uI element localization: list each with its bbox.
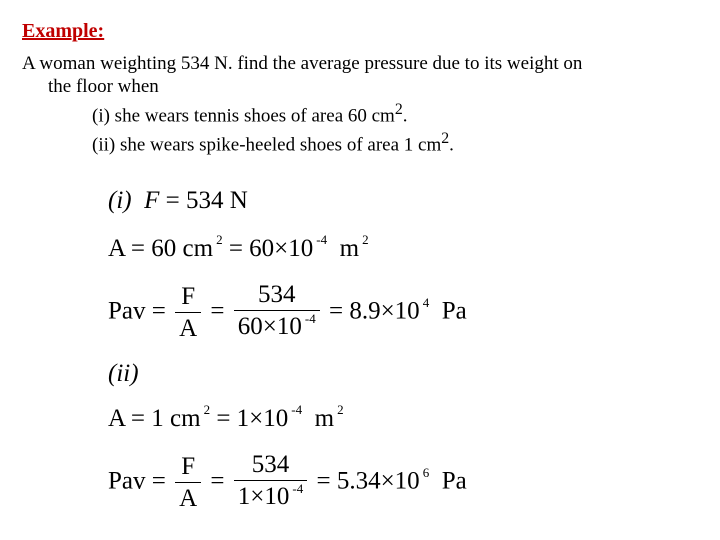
problem-statement <box>22 52 702 157</box>
part-ii-result-unit: Pa <box>441 467 467 495</box>
part-i-frac2-numerator: 534 <box>234 280 320 311</box>
part-ii-result-exponent: 6 <box>422 464 430 480</box>
part-ii-area-exponent: -4 <box>291 402 303 417</box>
part-ii-frac2-denominator <box>234 481 307 516</box>
part-i-area-sup2: 2 <box>362 232 369 247</box>
part-ii-frac2-den-base: 1×10 <box>237 483 290 510</box>
part-ii-equals: = <box>210 467 225 495</box>
part-i-frac2-den-exponent: -4 <box>304 311 316 326</box>
problem-line-3-end: . <box>402 105 408 127</box>
part-ii-frac1-denominator: A <box>179 484 198 512</box>
part-ii-frac1-numerator: F <box>175 452 201 483</box>
part-ii-header <box>108 360 139 388</box>
part-i-area-mid: = 60×10 <box>222 235 314 262</box>
part-ii-area-mid: = 1×10 <box>210 405 289 432</box>
part-ii-area-sup1: 2 <box>203 402 211 417</box>
problem-line-2: the floor when <box>48 76 159 97</box>
part-i-pav-lhs: Pav = <box>108 297 166 325</box>
part-i-result: = 8.9×10 <box>328 297 420 325</box>
problem-line-4-end: . <box>449 134 454 156</box>
part-ii-frac2-den-exponent: -4 <box>292 481 304 496</box>
part-i-fraction-f-over-a <box>175 282 201 345</box>
part-i-force-value: = 534 N <box>165 187 248 214</box>
problem-line-4 <box>22 127 702 156</box>
part-i-force-symbol: F <box>144 187 160 214</box>
part-i-frac1-denominator: A <box>179 314 198 342</box>
part-ii-area-lhs: A = 1 cm <box>108 405 201 432</box>
part-i-equals: = <box>210 297 225 325</box>
problem-line-1: A woman weighting 534 N. find the average pressure due to its weight on <box>22 53 583 74</box>
part-ii-label: (ii) <box>108 360 139 387</box>
problem-line-3 <box>22 98 702 127</box>
part-i-result-unit: Pa <box>441 297 467 325</box>
part-i-result-exponent: 4 <box>422 294 430 310</box>
part-i-label: (i) <box>108 187 132 214</box>
problem-line-3-text: (i) she wears tennis shoes of area 60 cm <box>92 105 395 127</box>
example-heading: Example: <box>22 20 105 42</box>
part-i-area-lhs: A = 60 cm <box>108 235 214 262</box>
part-i-area-unit: m <box>339 235 360 262</box>
part-i-pressure-equation <box>108 280 467 346</box>
part-i-frac2-denominator <box>234 311 320 346</box>
problem-line-4-superscript: 2 <box>441 130 450 148</box>
part-ii-area-sup2: 2 <box>337 402 344 417</box>
problem-line-3-superscript: 2 <box>394 101 403 118</box>
part-i-frac2-den-base: 60×10 <box>237 313 302 340</box>
part-ii-pressure-equation <box>108 450 467 516</box>
part-ii-fraction-values <box>234 450 307 516</box>
part-i-fraction-values <box>234 280 320 346</box>
problem-line-4-text: (ii) she wears spike-heeled shoes of area 1 cm <box>92 134 442 156</box>
part-ii-fraction-f-over-a <box>175 452 201 515</box>
part-i-area-exponent: -4 <box>316 232 328 247</box>
part-i-area-sup1: 2 <box>216 232 223 247</box>
part-i-frac1-numerator: F <box>175 282 201 313</box>
part-ii-result: = 5.34×10 <box>316 467 420 495</box>
part-i-area-equation <box>108 232 369 263</box>
part-ii-area-unit: m <box>314 405 335 432</box>
part-ii-area-equation <box>108 402 344 433</box>
part-ii-frac2-numerator: 534 <box>234 450 307 481</box>
part-ii-pav-lhs: Pav = <box>108 467 166 495</box>
part-i-force-equation <box>108 187 248 215</box>
